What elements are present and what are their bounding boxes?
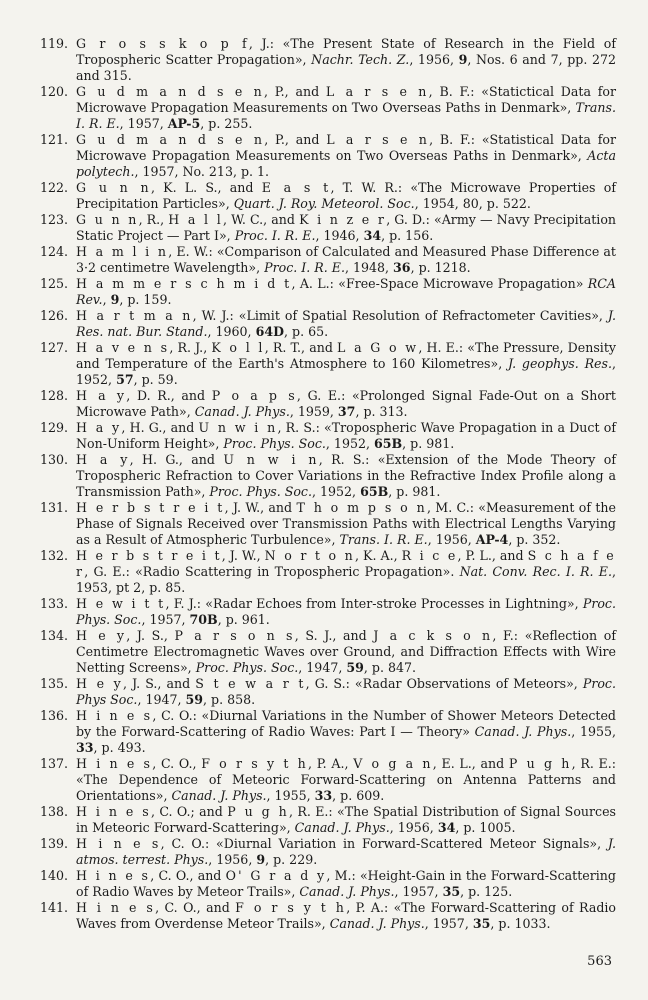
reference-segment: , J. S., [126, 628, 175, 643]
reference-text [76, 84, 616, 132]
journal-title: RCA Rev. [76, 276, 616, 307]
volume-number: 34 [437, 820, 456, 835]
reference-segment: , 1946, [315, 228, 364, 243]
reference-text [76, 388, 616, 420]
volume-number: 9 [110, 292, 120, 307]
author-name: H i n e s [76, 900, 156, 915]
reference-text [76, 756, 616, 804]
reference-segment: , P. A., [308, 756, 354, 771]
author-name: F o r s y t h [235, 900, 347, 915]
reference-segment: , B. F.: «Statictical Data for Microwave Propagation Measurements on Two Overseas Paths in Denmark», [76, 84, 616, 115]
reference-entry [28, 836, 616, 868]
reference-segment: , 1947, [298, 660, 347, 675]
reference-number: 119. [39, 36, 68, 51]
reference-text [76, 180, 616, 212]
reference-segment: , K. A., [355, 548, 402, 563]
reference-text [76, 132, 616, 180]
reference-entry [28, 388, 616, 420]
reference-segment: , 1957, No. 213, p. 1. [134, 164, 270, 179]
reference-segment: , 1957, [424, 916, 473, 931]
volume-number: 57 [116, 372, 134, 387]
reference-text [76, 276, 616, 308]
volume-number: 70B [189, 612, 218, 627]
reference-segment: , R. J., [169, 340, 212, 355]
author-name: H a y [76, 420, 122, 435]
reference-segment: , 1957, [141, 612, 190, 627]
reference-segment: , C. O.: «Diurnal Variations in the Number of Shower Meteors Detected by the Forward-Scattering of Radio Waves: Part I — Theory» [76, 708, 616, 739]
reference-text [76, 36, 616, 84]
reference-segment: , J. W., and [224, 500, 297, 515]
reference-segment: , H. G., and [121, 420, 199, 435]
reference-segment: , 1960, [207, 324, 256, 339]
reference-number: 127. [39, 340, 68, 355]
reference-text [76, 420, 616, 452]
reference-segment: , 1953, pt 2, p. 85. [76, 564, 616, 595]
volume-number: 59 [346, 660, 364, 675]
reference-segment: , G. E.: «Radio Scattering in Tropospheric Propagation». [84, 564, 460, 579]
reference-number: 136. [39, 708, 68, 723]
volume-number: 33 [76, 740, 94, 755]
reference-number: 138. [39, 804, 68, 819]
reference-text [76, 804, 616, 836]
reference-segment: , p. 65. [284, 324, 329, 339]
reference-text [76, 548, 616, 596]
reference-segment: , p. 609. [332, 788, 385, 803]
reference-segment: , 1955, [266, 788, 315, 803]
author-name: L a r s e n [326, 132, 430, 147]
reference-segment: , p. 125. [460, 884, 513, 899]
reference-segment: , p. 313. [355, 404, 408, 419]
reference-segment: , D. R., and [126, 388, 212, 403]
journal-title: Proc. I. R. E. [264, 260, 345, 275]
reference-segment: , p. 961. [217, 612, 270, 627]
reference-segment: , 1954, 80, p. 522. [414, 196, 531, 211]
journal-title: Proc. Phys. Soc. [76, 596, 616, 627]
author-name: J a c k s o n [373, 628, 493, 643]
author-name: R i c e [401, 548, 458, 563]
reference-number: 132. [39, 548, 68, 563]
reference-segment: , E. W.: «Comparison of Calculated and Measured Phase Difference at 3·2 centimetre Wavelength», [76, 244, 616, 275]
author-name: H i n e s [76, 708, 153, 723]
author-name: F o r s y t h [201, 756, 309, 771]
reference-segment: , p. 229. [265, 852, 318, 867]
volume-number: 65B [360, 484, 389, 499]
reference-segment: , p. 1033. [490, 916, 551, 931]
reference-segment: , 1948, [344, 260, 394, 275]
reference-number: 139. [39, 836, 68, 851]
reference-number: 126. [39, 308, 68, 323]
journal-title: Trans. I. R. E. [339, 532, 428, 547]
reference-entry [28, 628, 616, 676]
reference-text [76, 900, 616, 932]
reference-segment: , p. 255. [200, 116, 253, 131]
reference-segment: , p. 159. [119, 292, 172, 307]
volume-number: 65B [374, 436, 403, 451]
volume-number: 36 [393, 260, 411, 275]
reference-segment: , E. L., and [432, 756, 509, 771]
journal-title: Nat. Conv. Rec. I. R. E. [459, 564, 612, 579]
reference-segment: , 1959, [289, 404, 338, 419]
volume-number: AP-4 [475, 532, 509, 547]
reference-segment: , C. O.; and [150, 804, 228, 819]
page-number: 563 [587, 954, 612, 969]
reference-segment: , R. T., and [264, 340, 338, 355]
journal-title: J. atmos. terrest. Phys. [76, 836, 616, 867]
reference-segment: , p. 352. [508, 532, 561, 547]
reference-segment: , K. L. S., and [150, 180, 262, 195]
reference-text [76, 452, 616, 500]
reference-segment: , 1956, [389, 820, 438, 835]
reference-segment: , p. 156. [381, 228, 434, 243]
reference-segment: , p. 847. [363, 660, 417, 675]
author-name: S c h a f e r [76, 548, 616, 579]
reference-entry [28, 420, 616, 452]
reference-segment: , S. J., and [294, 628, 374, 643]
journal-title: J. Res. nat. Bur. Stand. [76, 308, 616, 339]
reference-entry [28, 900, 616, 932]
reference-segment: , 1952, [76, 356, 616, 387]
reference-text [76, 868, 616, 900]
reference-segment: , p. 1218. [410, 260, 471, 275]
author-name: P u g h [227, 804, 289, 819]
author-name: G u d m a n d s e n [76, 132, 265, 147]
reference-entry [28, 676, 616, 708]
reference-text [76, 340, 616, 388]
reference-number: 129. [39, 420, 68, 435]
reference-segment: , P., and [264, 132, 327, 147]
author-name: G u n n [76, 180, 151, 195]
reference-segment: , B. F.: «Statistical Data for Microwave Propagation Measurements on Two Overseas Paths in Denmark», [76, 132, 616, 163]
journal-title: Proc. Phys Soc. [76, 676, 616, 707]
reference-entry [28, 708, 616, 756]
journal-title: Proc. Phys. Soc. [209, 484, 312, 499]
reference-segment: , C. O., [152, 756, 202, 771]
reference-segment: , p. 1005. [455, 820, 516, 835]
author-name: H i n e s [76, 868, 151, 883]
reference-segment: , F. J.: «Radar Echoes from Inter-stroke Processes in Lightning», [165, 596, 583, 611]
reference-text [76, 500, 616, 548]
reference-segment: , p. 981. [388, 484, 441, 499]
volume-number: 9 [256, 852, 266, 867]
author-name: N o r t o n [264, 548, 356, 563]
reference-entry [28, 308, 616, 340]
reference-segment: , 1956, [427, 532, 476, 547]
reference-segment: , M. C.: «Measurement of the Phase of Signals Received over Transmission Paths with Electrical Lengths Varying as a Result of Atmospheric Turbulence», [76, 500, 616, 547]
journal-title: Canad. J. Phys. [294, 820, 390, 835]
author-name: K o l l [211, 340, 265, 355]
author-name: P a r s o n s [174, 628, 295, 643]
volume-number: 64D [255, 324, 285, 339]
reference-number: 125. [39, 276, 68, 291]
reference-entry [28, 500, 616, 548]
reference-text [76, 596, 616, 628]
reference-entry [28, 212, 616, 244]
reference-segment: , p. 59. [133, 372, 178, 387]
journal-title: Canad. J. Phys. [329, 916, 425, 931]
reference-segment: , W. J.: «Limit of Spatial Resolution of Refractometer Cavities», [192, 308, 608, 323]
reference-segment: , H. G., and [129, 452, 224, 467]
reference-segment: , F.: «Reflection of Centimetre Electromagnetic Waves over Ground, and Diffraction Effects with Wire Netting Screens», [76, 628, 616, 675]
reference-entry [28, 36, 616, 84]
reference-segment: , 1952, [325, 436, 374, 451]
author-name: H a v e n s [76, 340, 170, 355]
reference-text [76, 212, 616, 244]
reference-segment: , Nos. 6 and 7, pp. 272 and 315. [76, 52, 616, 83]
reference-entry [28, 596, 616, 628]
reference-entry [28, 868, 616, 900]
journal-title: J. geophys. Res. [508, 356, 612, 371]
author-name: H e y [76, 676, 124, 691]
reference-text [76, 708, 616, 756]
reference-segment: , J.: «The Present State of Research in the Field of Tropospheric Scatter Propagation», [76, 36, 616, 67]
reference-entry [28, 804, 616, 836]
volume-number: 35 [472, 916, 491, 931]
reference-segment: , 1957, [394, 884, 443, 899]
reference-segment: , C. O.: «Diurnal Variation in Forward-Scattered Meteor Signals», [160, 836, 608, 851]
reference-segment: , R. S.: «Tropospheric Wave Propagation in a Duct of Non-Uniform Height», [76, 420, 616, 451]
reference-number: 140. [39, 868, 68, 883]
reference-segment: , C. O., and [155, 900, 236, 915]
reference-entry [28, 132, 616, 180]
reference-segment: , R. E.: «The Dependence of Meteoric Forward-Scattering on Antenna Patterns and Orientations», [76, 756, 617, 803]
author-name: T h o m p s o n [296, 500, 427, 515]
reference-number: 133. [39, 596, 68, 611]
reference-text [76, 836, 616, 868]
author-name: H a l l [168, 212, 224, 227]
reference-text [76, 676, 616, 708]
volume-number: 37 [337, 404, 356, 419]
reference-segment: , J. W., [221, 548, 265, 563]
author-name: H a m l i n [76, 244, 169, 259]
reference-segment: , 1956, [208, 852, 257, 867]
journal-title: Proc. Phys. Soc. [223, 436, 326, 451]
reference-segment: , [102, 292, 111, 307]
reference-number: 123. [39, 212, 68, 227]
reference-entry [28, 84, 616, 132]
author-name: H i n e s [76, 836, 161, 851]
author-name: G u d m a n d s e n [76, 84, 264, 99]
reference-segment: , H. E.: «The Pressure, Density and Temperature of the Earth's Atmosphere to 160 Kilometres», [76, 340, 616, 371]
reference-entry [28, 756, 616, 804]
author-name: H i n e s [76, 756, 153, 771]
author-name: E a s t [261, 180, 331, 195]
reference-number: 134. [39, 628, 68, 643]
author-name: H e w i t t [76, 596, 166, 611]
reference-segment: , p. 981. [402, 436, 455, 451]
reference-entry [28, 548, 616, 596]
reference-text [76, 628, 616, 676]
reference-entry [28, 276, 616, 308]
journal-title: Quart. J. Roy. Meteorol. Soc. [233, 196, 415, 211]
reference-segment: , p. 493. [93, 740, 146, 755]
journal-title: Proc. I. R. E. [234, 228, 316, 243]
author-name: G u n n [76, 212, 139, 227]
reference-segment: , G. E.: «Prolonged Signal Fade-Out on a Short Microwave Path», [76, 388, 616, 419]
author-name: L a r s e n [325, 84, 429, 99]
author-name: U n w i n [223, 452, 319, 467]
author-name: H e y [76, 628, 127, 643]
author-name: H a y [76, 452, 130, 467]
volume-number: 34 [363, 228, 382, 243]
reference-segment: , W. C., and [223, 212, 300, 227]
reference-segment: , 1957, [119, 116, 168, 131]
reference-number: 130. [39, 452, 68, 467]
volume-number: 59 [185, 692, 204, 707]
reference-segment: , G. S.: «Radar Observations of Meteors», [305, 676, 583, 691]
reference-number: 122. [39, 180, 68, 195]
author-name: H a y [76, 388, 127, 403]
author-name: P u g h [508, 756, 572, 771]
journal-title: Canad. J. Phys. [194, 404, 290, 419]
reference-number: 120. [39, 84, 68, 99]
reference-list [28, 36, 616, 932]
reference-number: 135. [39, 676, 68, 691]
reference-segment: , 1947, [137, 692, 186, 707]
volume-number: 9 [458, 52, 468, 67]
author-name: H e r b s t r e i t [76, 548, 222, 563]
reference-segment: , R. S.: «Extension of the Mode Theory of Tropospheric Refraction to Cover Variations in the Refractive Index Profile along a Transmission Path», [76, 452, 616, 499]
author-name: L a G o w [337, 340, 419, 355]
author-name: S t e w a r t [195, 676, 306, 691]
reference-number: 121. [39, 132, 68, 147]
author-name: K i n z e r [299, 212, 387, 227]
reference-segment: , G. D.: «Army — Navy Precipitation Static Project — Part I», [76, 212, 617, 243]
author-name: G r o s s k o p f [76, 36, 249, 51]
reference-segment: , R., [138, 212, 169, 227]
reference-segment: , M.: «Height-Gain in the Forward-Scattering of Radio Waves by Meteor Trails», [76, 868, 616, 899]
journal-title: Proc. Phys. Soc. [195, 660, 299, 675]
reference-number: 137. [39, 756, 68, 771]
reference-segment: , p. 858. [203, 692, 256, 707]
journal-title: Acta polytech. [76, 148, 616, 179]
reference-text [76, 308, 616, 340]
journal-title: Canad. J. Phys. [299, 884, 395, 899]
reference-segment: , J. S., and [123, 676, 196, 691]
reference-number: 128. [39, 388, 68, 403]
reference-number: 124. [39, 244, 68, 259]
reference-number: 131. [39, 500, 68, 515]
reference-segment: , P. L., and [457, 548, 528, 563]
author-name: V o g a n [353, 756, 433, 771]
author-name: P o a p s [211, 388, 297, 403]
reference-entry [28, 452, 616, 500]
journal-title: Canad. J. Phys. [474, 724, 572, 739]
journal-title: Trans. I. R. E. [76, 100, 616, 131]
journal-title: Canad. J. Phys. [171, 788, 267, 803]
author-name: H e r b s t r e i t [76, 500, 225, 515]
author-name: H a m m e r s c h m i d t [76, 276, 292, 291]
reference-segment: , T. W. R.: «The Microwave Properties of Precipitation Particles», [76, 180, 616, 211]
reference-segment: , R. E.: «The Spatial Distribution of Signal Sources in Meteoric Forward-Scattering», [76, 804, 616, 835]
reference-segment: , C. O., and [150, 868, 226, 883]
reference-entry [28, 340, 616, 388]
volume-number: 33 [314, 788, 333, 803]
author-name: U n w i n [198, 420, 278, 435]
reference-segment: , P., and [263, 84, 326, 99]
reference-segment: , 1952, [312, 484, 361, 499]
reference-number: 141. [39, 900, 68, 915]
reference-text [76, 244, 616, 276]
volume-number: AP-5 [167, 116, 201, 131]
author-name: H i n e s [76, 804, 151, 819]
reference-segment: , 1956, [409, 52, 459, 67]
author-name: O' G r a d y [225, 868, 327, 883]
journal-title: Nachr. Tech. Z. [311, 52, 410, 67]
reference-entry [28, 244, 616, 276]
reference-segment: , P. A.: «The Forward-Scattering of Radio Waves from Overdense Meteor Trails», [76, 900, 617, 931]
volume-number: 35 [442, 884, 461, 899]
reference-entry [28, 180, 616, 212]
reference-segment: , A. L.: «Free-Space Microwave Propagation» [291, 276, 588, 291]
author-name: H a r t m a n [76, 308, 193, 323]
reference-segment: , 1955, [571, 724, 617, 739]
